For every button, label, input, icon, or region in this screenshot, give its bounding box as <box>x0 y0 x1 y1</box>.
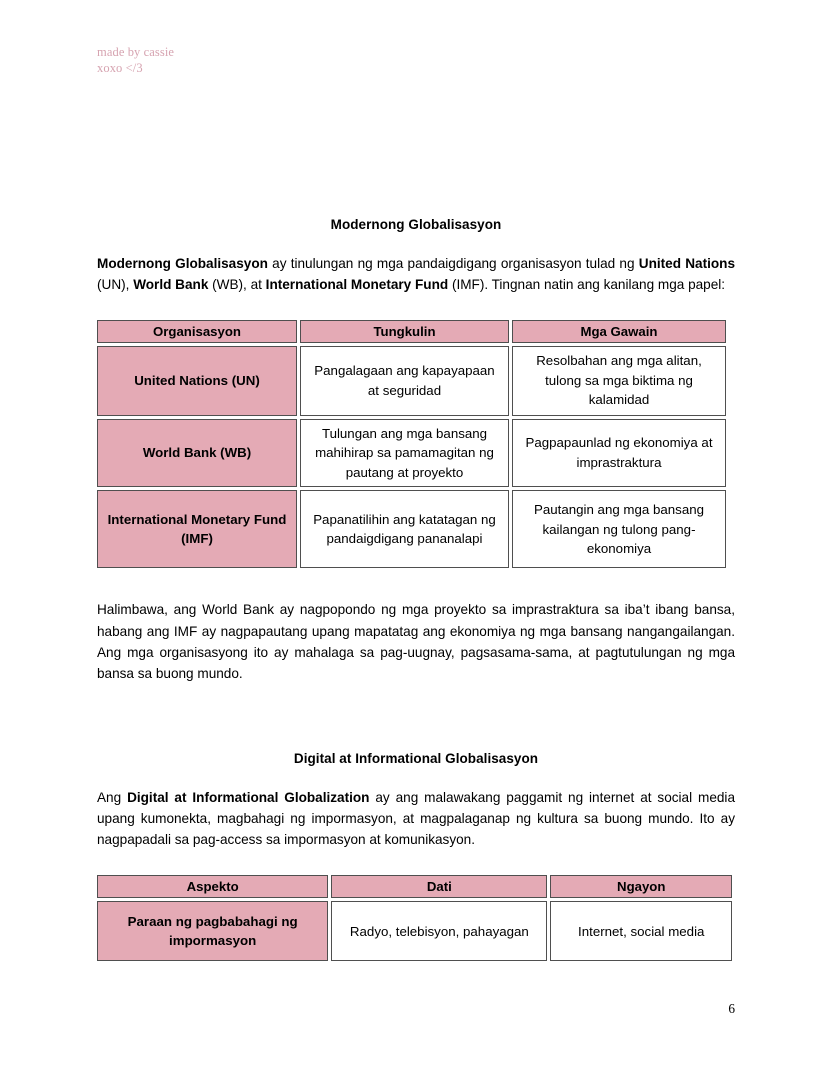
column-header-organisasyon: Organisasyon <box>97 320 297 343</box>
cell-organisasyon: United Nations (UN) <box>97 346 297 416</box>
intro-text-3: (WB), at <box>208 277 266 293</box>
intro-paragraph <box>97 253 735 296</box>
cell-organisasyon: International Monetary Fund (IMF) <box>97 490 297 568</box>
cell-gawain: Resolbahan ang mga alitan, tulong sa mga biktima ng kalamidad <box>512 346 726 416</box>
table-aspekto <box>94 872 735 964</box>
explanation-paragraph: Halimbawa, ang World Bank ay nagpopondo ng mga proyekto sa imprastraktura sa iba’t ibang bansa, habang ang IMF ay nagpapautang upang mapatatag ang ekonomiya ng mga bansang nangangailangan. Ang mga organisasyong ito ay mahalaga sa pag-uugnay, pagsasama-sama, at pagtutulungan ng mga bansa sa buong mundo. <box>97 602 735 682</box>
table-row <box>97 490 726 568</box>
intro-text-1: ay tinulungan ng mga pandaigdigang organisasyon tulad ng <box>267 256 639 271</box>
column-header-mga-gawain: Mga Gawain <box>512 320 726 343</box>
table-row <box>97 346 726 416</box>
table-row <box>97 419 726 488</box>
digital-text-1: Ang <box>97 789 128 805</box>
cell-organisasyon: World Bank (WB) <box>97 419 297 488</box>
column-header-tungkulin: Tungkulin <box>300 320 509 343</box>
page-number: 6 <box>728 1001 735 1016</box>
table-header-row <box>97 320 726 343</box>
table-header-row <box>97 875 732 898</box>
cell-ngayon: Internet, social media <box>550 901 732 961</box>
section-heading-modernong-globalisasyon: Modernong Globalisasyon <box>330 217 502 232</box>
intro-bold-united-nations: United Nations <box>638 256 735 271</box>
intro-text-4: (IMF). Tingnan natin ang kanilang mga papel: <box>448 277 726 293</box>
cell-tungkulin: Papanatilihin ang katatagan ng pandaigdigang pananalapi <box>300 490 509 568</box>
digital-bold-term: Digital at Informational Globalization <box>127 789 370 805</box>
watermark-line-1: made by cassie <box>97 45 175 59</box>
digital-paragraph <box>97 787 735 851</box>
table-organisasyon <box>94 317 729 572</box>
intro-bold-world-bank: World Bank <box>133 277 209 293</box>
column-header-aspekto: Aspekto <box>97 875 328 898</box>
intro-text-2: (UN), <box>97 277 134 293</box>
document-content <box>97 0 735 964</box>
cell-aspekto: Paraan ng pagbabahagi ng impormasyon <box>97 901 328 961</box>
cell-gawain: Pautangin ang mga bansang kailangan ng tulong pang-ekonomiya <box>512 490 726 568</box>
cell-tungkulin: Pangalagaan ang kapayapaan at seguridad <box>300 346 509 416</box>
intro-bold-modernong: Modernong Globalisasyon <box>97 256 268 271</box>
cell-tungkulin: Tulungan ang mga bansang mahihirap sa pamamagitan ng pautang at proyekto <box>300 419 509 488</box>
table-row <box>97 901 732 961</box>
cell-dati: Radyo, telebisyon, pahayagan <box>331 901 547 961</box>
section-heading-digital-globalisasyon: Digital at Informational Globalisasyon <box>293 750 539 766</box>
column-header-dati: Dati <box>331 875 547 898</box>
intro-bold-imf: International Monetary Fund <box>265 277 449 293</box>
column-header-ngayon: Ngayon <box>550 875 732 898</box>
digital-text-2: ay ang malawakang paggamit ng internet at social media upang kumonekta, magbahagi ng impormasyon, at magpalaganap ng kultura sa buong mundo. Ito ay nagpapadali sa pag-access sa impormasyon at komunikasyon. <box>97 789 735 848</box>
watermark-line-2: xoxo </3 <box>97 61 143 75</box>
cell-gawain: Pagpapaunlad ng ekonomiya at imprastraktura <box>512 419 726 488</box>
